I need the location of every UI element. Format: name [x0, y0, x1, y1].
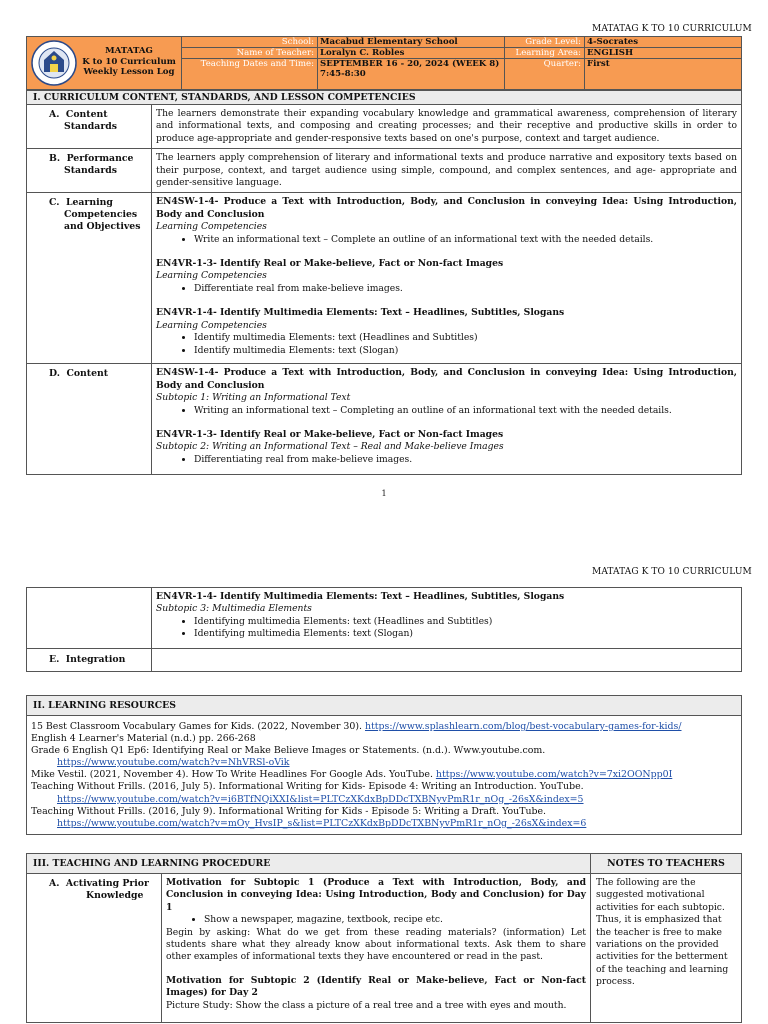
grade-label: Grade Level:: [505, 37, 585, 48]
notes-text: The following are the suggested motivational activities for each subtopic. Thus, it is emphasized that the teacher is free to make variations on the provided activities for the betterment of the teaching and learning process.: [591, 874, 742, 1023]
page-number: 1: [381, 489, 387, 498]
section-3-title: III. TEACHING AND LEARNING PROCEDURE: [27, 854, 591, 874]
resource-link-3[interactable]: https://www.youtube.com/watch?v=7xi2OONpp0I: [435, 769, 673, 781]
integration-label: E. Integration: [27, 649, 152, 672]
school-value: Macabud Elementary School: [318, 37, 505, 48]
resource-link-1[interactable]: https://www.splashlearn.com/blog/best-vocabulary-games-for-kids/: [364, 721, 682, 732]
document-title: MATATAG K to 10 Curriculum Weekly Lesson Log: [82, 46, 176, 77]
school-label: School:: [182, 37, 318, 48]
content-label-continued: [27, 588, 152, 649]
school-info-header: [26, 36, 742, 90]
logo-title-cell: [27, 37, 182, 90]
curriculum-header: MATATAG K TO 10 CURRICULUM: [592, 24, 752, 34]
section-2-title: II. LEARNING RESOURCES: [27, 696, 742, 716]
content-standards-label: A. Content Standards: [27, 105, 152, 149]
content-standards-text: The learners demonstrate their expanding vocabulary knowledge and grammatical awareness, comprehension of literary and informational texts, and composing and creating processes; and their receptive and productive skills in order to produce age-appropriate and gender-responsive texts based on one's purpose, context and target audience.: [152, 105, 742, 149]
resource-link-5[interactable]: https://www.youtube.com/watch?v=mOy_HvsIP_s&list=PLTCzXKdxBpDDcTXBNyvPmR1r_nOg_-26sX&index=6: [57, 817, 587, 829]
learning-resources-table: [26, 695, 742, 835]
learning-competencies-text: EN4SW-1-4- Produce a Text with Introduction, Body, and Conclusion in conveying Idea: Using Introduction, Body and Conclusion Learning Competencies • Write an informational text – Complete an outline of an informational text with the needed details. EN4VR-1-3- Identify Real or Make-believe, Fact or Non-fact Images Learning Competencies • Differentiate real from make-believe images. EN4VR-1-4- Identify Multimedia Elements: Text – Headlines, Subtitles, Slogans Learning Competencies • Identify multimedia Elements: text (Headlines and Subtitles) • Identify multimedia Elements: text (Slogan): [152, 193, 742, 364]
notes-title: NOTES TO TEACHERS: [591, 854, 742, 874]
area-value: ENGLISH: [585, 48, 742, 59]
teaching-procedure-table: [26, 853, 742, 1023]
resource-link-4[interactable]: https://www.youtube.com/watch?v=i6BTfNQiXXI&list=PLTCzXKdxBpDDcTXBNyvPmR1r_nOg_-26sX&index=5: [57, 793, 584, 805]
content-text: EN4SW-1-4- Produce a Text with Introduction, Body, and Conclusion in conveying Idea: Using Introduction, Body and Conclusion Subtopic 1: Writing an Informational Text • Writing an informational text – Completing an outline of an informational text with the needed details. EN4VR-1-3- Identify Real or Make-believe, Fact or Non-fact Images Subtopic 2: Writing an Informational Text – Real and Make-believe Images • Differentiating real from make-believe images.: [152, 364, 742, 475]
content-continued-table: [26, 587, 742, 672]
content-text-continued: EN4VR-1-4- Identify Multimedia Elements: Text – Headlines, Subtitles, Slogans Subtopic 3: Multimedia Elements • Identifying multimedia Elements: text (Headlines and Subtitles) • Identifying multimedia Elements: text (Slogan): [152, 588, 742, 649]
dates-value: SEPTEMBER 16 - 20, 2024 (WEEK 8) 7:45-8:30: [318, 59, 505, 90]
curriculum-content-table: [26, 90, 742, 475]
resource-link-2[interactable]: https://www.youtube.com/watch?v=NhVRSl-oVik: [57, 757, 290, 769]
learning-competencies-label: C. Learning Competencies and Objectives: [27, 193, 152, 364]
dates-label: Teaching Dates and Time:: [182, 59, 318, 90]
grade-value: 4-Socrates: [585, 37, 742, 48]
teacher-label: Name of Teacher:: [182, 48, 318, 59]
activating-prior-knowledge-label: A. Activating Prior Knowledge: [27, 874, 162, 1023]
performance-standards-text: The learners apply comprehension of literary and informational texts and produce narrative and expository texts based on their purpose, context, and target audience using simple, compound, and complex sentences, and age- appropriate and gender-sensitive language.: [152, 149, 742, 193]
motivation-text: Motivation for Subtopic 1 (Produce a Text with Introduction, Body, and Conclusion in conveying Idea: Using Introduction, Body and Conclusion) for Day 1 • Show a newspaper, magazine, textbook, recipe etc. Begin by asking: What do we get from these reading materials? (information) Let students share what they already know about informational texts. Ask them to share other examples of informational texts they have encountered or read in the past. Motivation for Subtopic 2 (Identify Real or Make-believe, Fact or Non-fact Images) for Day 2 Picture Study: Show the class a picture of a real tree and a tree with eyes and mouth.: [162, 874, 591, 1023]
quarter-label: Quarter:: [505, 59, 585, 90]
performance-standards-label: B. Performance Standards: [27, 149, 152, 193]
section-1-title: I. CURRICULUM CONTENT, STANDARDS, AND LESSON COMPETENCIES: [27, 91, 742, 105]
quarter-value: First: [585, 59, 742, 90]
integration-text: [152, 649, 742, 672]
resources-list: 15 Best Classroom Vocabulary Games for Kids. (2022, November 30). https://www.splashlearn.com/blog/best-vocabulary-games-for-kids/ English 4 Learner's Material (n.d.) pp. 266-268 Grade 6 English Q1 Ep6: Identifying Real or Make Believe Images or Statements. (n.d.). Www.youtube.com. https://www.youtube.com/watch?v=NhVRSl-oVik Mike Vestil. (2021, November 4). How To Write Headlines For Google Ads. YouTube. https://www.youtube.com/watch?v=7xi2OONpp0I Teaching Without Frills. (2016, July 5). Informational Writing for Kids- Episode 4: Writing an Introduction. YouTube. https://www.youtube.com/watch?v=i6BTfNQiXXI&list=PLTCzXKdxBpDDcTXBNyvPmR1r_nOg_-26sX&index=5 Teaching Without Frills. (2016, July 9). Informational Writing for Kids - Episode 5: Writing a Draft. YouTube. https://www.youtube.com/watch?v=mOy_HvsIP_s&list=PLTCzXKdxBpDDcTXBNyvPmR1r_nOg_-26sX&index=6: [27, 716, 742, 835]
area-label: Learning Area:: [505, 48, 585, 59]
deped-seal-icon: [31, 40, 77, 86]
curriculum-header-2: MATATAG K TO 10 CURRICULUM: [592, 567, 752, 577]
teacher-value: Loralyn C. Robles: [318, 48, 505, 59]
content-label: D. Content: [27, 364, 152, 475]
